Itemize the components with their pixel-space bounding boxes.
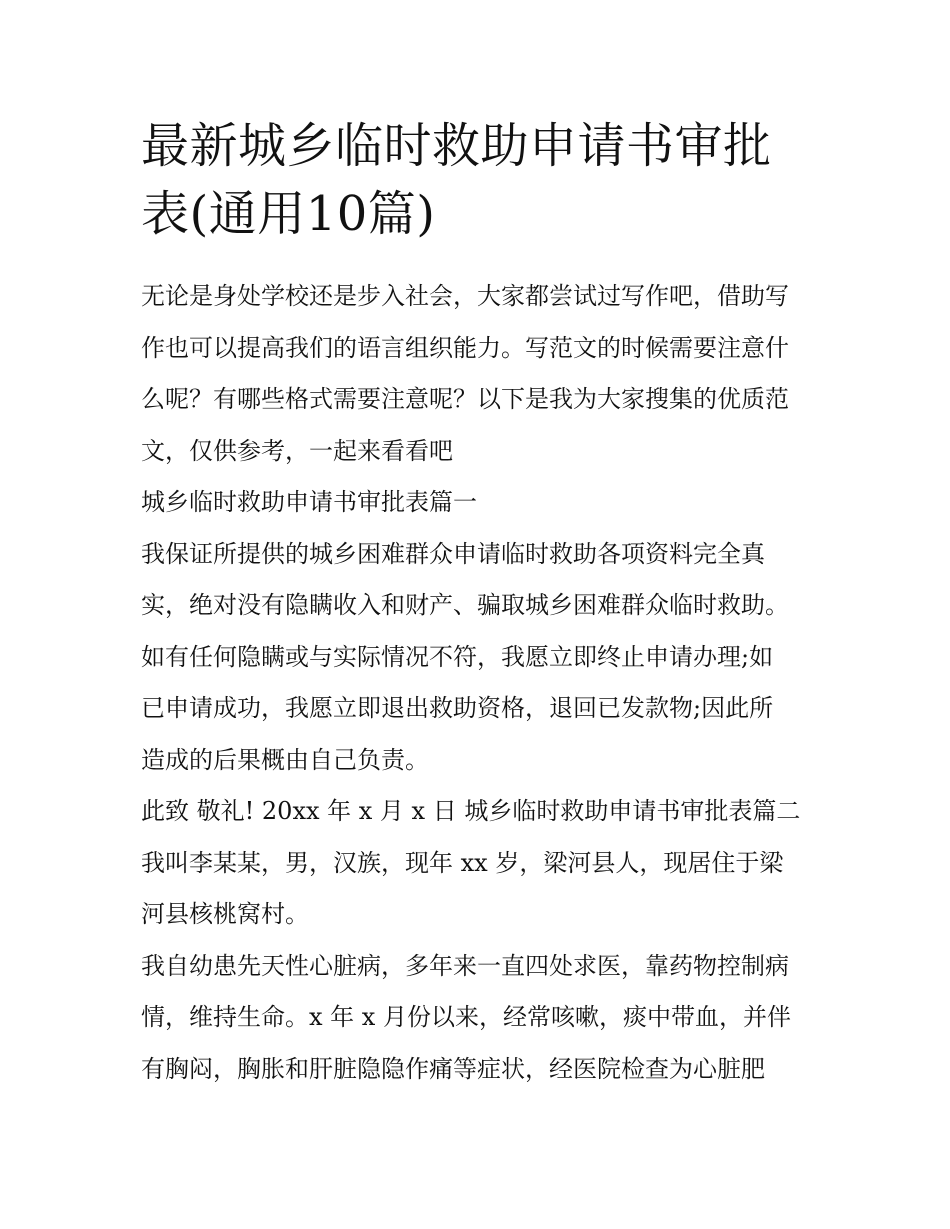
document-title — [141, 112, 813, 248]
text-line: 实，绝对没有隐瞒收入和财产、骗取城乡困难群众临时救助。 — [141, 591, 789, 619]
title-line: 表(通用10篇) — [141, 186, 436, 242]
guarantee-paragraph — [141, 529, 813, 787]
document-page — [141, 112, 813, 1095]
text-line: 已申请成功，我愿立即退出救助资格，退回已发款物;因此所 — [141, 694, 774, 722]
text-line: 造成的后果概由自己负责。 — [141, 745, 429, 774]
text-line: 文，仅供参考，一起来看看吧 — [141, 436, 453, 465]
text-line: 我叫李某某，男，汉族，现年 xx 岁，梁河县人，现居住于梁 — [141, 848, 784, 877]
text-line: 此致 敬礼! 20xx 年 x 月 x 日 城乡临时救助申请书审批表篇二 — [141, 797, 801, 825]
text-line: 么呢？有哪些格式需要注意呢？以下是我为大家搜集的优质范 — [141, 385, 789, 413]
medical-history-paragraph — [141, 941, 813, 1096]
applicant-intro-paragraph — [141, 838, 813, 941]
text-line: 如有任何隐瞒或与实际情况不符，我愿立即终止申请办理;如 — [141, 642, 774, 671]
intro-paragraph — [141, 271, 813, 477]
text-line: 情，维持生命。x 年 x 月份以来，经常咳嗽，痰中带血，并伴 — [141, 1003, 791, 1031]
text-line: 我自幼患先天性心脏病，多年来一直四处求医，靠药物控制病 — [141, 951, 789, 980]
document-body — [141, 271, 813, 1095]
closing-and-section-heading-2 — [141, 786, 813, 838]
text-line: 作也可以提高我们的语言组织能力。写范文的时候需要注意什 — [141, 333, 789, 362]
title-line: 最新城乡临时救助申请书审批 — [141, 118, 772, 174]
text-line: 无论是身处学校还是步入社会，大家都尝试过写作吧，借助写 — [141, 282, 789, 310]
text-line: 有胸闷，胸胀和肝脏隐隐作痛等症状，经医院检查为心脏肥 — [141, 1054, 765, 1083]
section-heading-1 — [141, 477, 813, 529]
text-line: 河县核桃窝村。 — [141, 900, 309, 928]
text-line: 我保证所提供的城乡困难群众申请临时救助各项资料完全真 — [141, 539, 765, 568]
text-line: 城乡临时救助申请书审批表篇一 — [141, 488, 477, 516]
